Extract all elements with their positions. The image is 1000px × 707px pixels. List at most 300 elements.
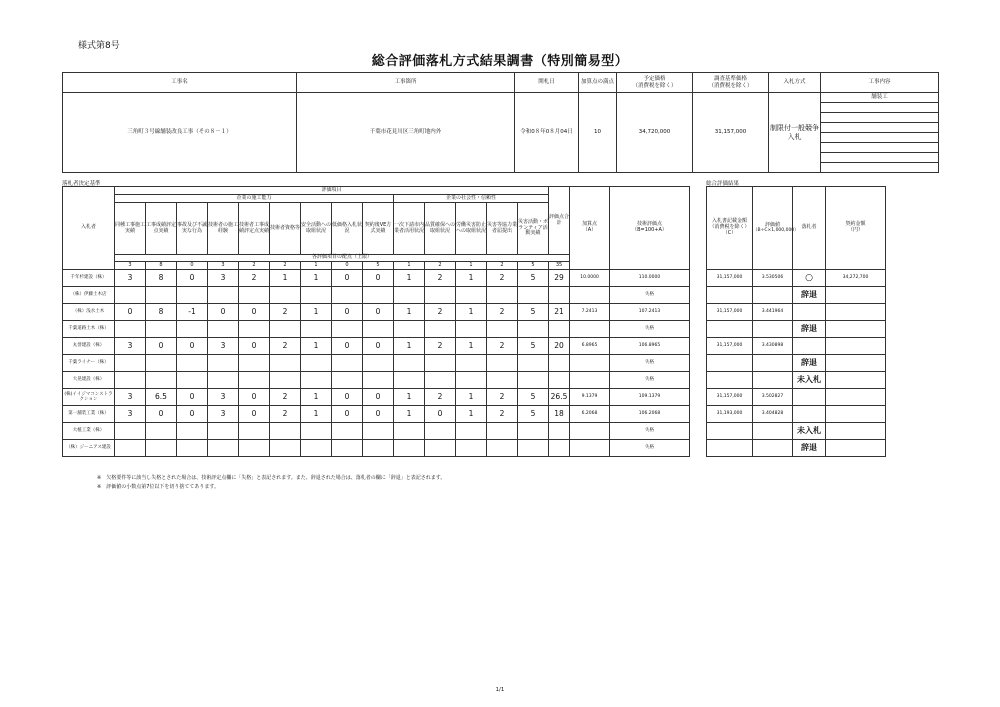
eval-value <box>753 423 793 440</box>
added-points-label: 加算点 <box>582 221 598 228</box>
score-cell <box>518 440 549 457</box>
score-cell <box>239 440 270 457</box>
bidder-name: 千葉ライナー（株） <box>63 355 115 372</box>
work-category <box>821 123 939 133</box>
score-cell <box>425 372 456 389</box>
eval-item-header: 技術者工事成績評定点実績 <box>239 203 270 255</box>
score-cell <box>363 321 394 338</box>
bid-amount-header <box>707 187 753 270</box>
contract-amount <box>826 389 886 406</box>
summary-row <box>707 389 886 406</box>
eval-value <box>753 321 793 338</box>
note-line: ※ 評価値の小数点第7位以下を切り捨ててあります。 <box>97 483 219 490</box>
table-row <box>63 406 690 423</box>
score-cell <box>146 287 177 304</box>
score-cell: 6.5 <box>146 389 177 406</box>
score-cell: 1 <box>301 270 332 287</box>
score-cell: 1 <box>456 304 487 321</box>
base-price: 31,157,000 <box>693 93 769 173</box>
eval-item-header: 工事成績評定点実績 <box>146 203 177 255</box>
table-row <box>63 440 690 457</box>
score-cell <box>332 372 363 389</box>
score-cell: 2 <box>239 270 270 287</box>
max-score: 8 <box>146 262 177 270</box>
score-cell <box>456 423 487 440</box>
work-category <box>821 153 939 163</box>
score-cell <box>363 372 394 389</box>
bid-amount <box>707 372 753 389</box>
group-social: 企業の社会性・信頼性 <box>394 195 549 203</box>
score-cell: 0 <box>363 304 394 321</box>
score-cell: 2 <box>270 406 301 423</box>
score-cell: 1 <box>301 304 332 321</box>
score-cell: 3 <box>208 338 239 355</box>
score-cell: 0 <box>363 406 394 423</box>
table-row <box>63 423 690 440</box>
score-cell: 1 <box>394 338 425 355</box>
score-cell <box>332 440 363 457</box>
bid-amount <box>707 440 753 457</box>
score-cell: 0 <box>363 270 394 287</box>
header-project-name: 工事名 <box>63 73 297 93</box>
table-row <box>63 338 690 355</box>
score-cell: 0 <box>332 304 363 321</box>
bidder-name: 丸誉建設（株） <box>63 338 115 355</box>
score-cell <box>208 287 239 304</box>
bid-amount-note: （消費税を除く） <box>709 224 750 231</box>
eval-item-header: 災害等協力業者届提出 <box>487 203 518 255</box>
score-cell: 0 <box>363 338 394 355</box>
bidder-name: （株）ジーニアス建設 <box>63 440 115 457</box>
score-cell <box>177 440 208 457</box>
header-standard-score: 加算点の満点 <box>579 73 617 93</box>
score-cell: 3 <box>115 406 146 423</box>
total-score: 20 <box>549 338 570 355</box>
page-number: 1/1 <box>495 687 505 693</box>
score-cell: 0 <box>332 338 363 355</box>
notes <box>97 474 445 491</box>
score-cell <box>394 440 425 457</box>
eval-item-header: 一次下請市内業者活用状況 <box>394 203 425 255</box>
eval-value-note: （B÷C×1,000,000） <box>753 228 799 234</box>
table-row <box>63 287 690 304</box>
score-cell <box>425 440 456 457</box>
contract-amount <box>826 338 886 355</box>
score-cell: 3 <box>115 338 146 355</box>
score-cell <box>301 372 332 389</box>
score-cell <box>456 287 487 304</box>
winner-header: 落札者 <box>793 187 826 270</box>
score-cell: 2 <box>270 389 301 406</box>
score-cell: 0 <box>332 406 363 423</box>
score-cell <box>456 321 487 338</box>
winner-cell <box>793 338 826 355</box>
score-cell <box>394 423 425 440</box>
items-header: 評価項目 <box>115 187 549 195</box>
eval-value: 3.404828 <box>753 406 793 423</box>
max-score: 0 <box>177 262 208 270</box>
score-cell <box>177 355 208 372</box>
score-cell <box>146 440 177 457</box>
total-score <box>549 423 570 440</box>
bid-amount <box>707 321 753 338</box>
tech-score: 失格 <box>610 423 690 440</box>
bid-amount <box>707 287 753 304</box>
score-cell <box>270 287 301 304</box>
contract-amount <box>826 423 886 440</box>
total-score <box>549 372 570 389</box>
contract-header <box>826 187 886 270</box>
score-cell: 2 <box>487 389 518 406</box>
score-cell <box>115 287 146 304</box>
score-cell: 5 <box>518 270 549 287</box>
added-points: 6.2068 <box>570 406 610 423</box>
score-cell: 2 <box>425 389 456 406</box>
score-cell <box>115 423 146 440</box>
score-cell <box>394 287 425 304</box>
score-cell <box>363 423 394 440</box>
tech-score: 失格 <box>610 355 690 372</box>
score-cell <box>425 287 456 304</box>
score-cell <box>301 321 332 338</box>
max-score: 0 <box>332 262 363 270</box>
added-points <box>570 423 610 440</box>
contract-amount <box>826 355 886 372</box>
note-line: ※ 欠格要件等に該当し失格とされた場合は、技術評定点欄に「失格」と表記されます。また、辞退された場合は、落札者の欄に「辞退」と表記されます。 <box>97 475 446 481</box>
score-cell: 0 <box>425 406 456 423</box>
score-cell <box>425 355 456 372</box>
eval-value: 3.502827 <box>753 389 793 406</box>
total-header: 評価点合計 <box>549 187 570 255</box>
bid-amount <box>707 355 753 372</box>
score-cell <box>425 423 456 440</box>
eval-value <box>753 287 793 304</box>
eval-value-label: 評価値 <box>764 221 780 228</box>
score-cell: 5 <box>518 389 549 406</box>
score-cell: 3 <box>208 389 239 406</box>
winner-cell: 辞退 <box>793 355 826 372</box>
score-cell: 1 <box>394 304 425 321</box>
winner-cell: ○ <box>793 270 826 287</box>
max-score: 5 <box>518 262 549 270</box>
header-planned-price: 予定価格 （消費税を除く） <box>617 73 693 93</box>
score-cell <box>239 372 270 389</box>
score-cell <box>115 440 146 457</box>
tech-score-label: 技術評価点 <box>637 221 663 228</box>
score-cell: 1 <box>456 270 487 287</box>
score-cell <box>177 321 208 338</box>
score-cell: 1 <box>456 338 487 355</box>
score-cell: 2 <box>425 270 456 287</box>
summary-section-label: 総合評価結果 <box>706 181 740 187</box>
score-cell: 0 <box>208 304 239 321</box>
score-cell: 0 <box>177 406 208 423</box>
score-cell: 2 <box>487 304 518 321</box>
summary-row <box>707 423 886 440</box>
added-points-header <box>570 187 610 270</box>
bidder-name: (株)イイジマコンストラクション <box>63 389 115 406</box>
score-cell <box>208 355 239 372</box>
bid-amount: 31,157,000 <box>707 304 753 321</box>
max-score: 2 <box>239 262 270 270</box>
eval-item-header: 同種工事施工実績 <box>115 203 146 255</box>
table-row <box>63 304 690 321</box>
summary-table <box>706 186 886 457</box>
score-cell: 1 <box>394 406 425 423</box>
table-row <box>63 389 690 406</box>
eval-section-label: 落札者決定基準 <box>62 181 101 187</box>
total-score <box>549 355 570 372</box>
total-score: 29 <box>549 270 570 287</box>
score-cell <box>456 355 487 372</box>
score-cell: 5 <box>518 304 549 321</box>
header-work-content: 工事内容 <box>821 73 939 93</box>
bid-amount: 31,193,000 <box>707 406 753 423</box>
score-cell <box>239 355 270 372</box>
score-cell: 0 <box>239 389 270 406</box>
score-cell <box>518 372 549 389</box>
summary-row <box>707 355 886 372</box>
score-cell: 2 <box>425 338 456 355</box>
score-cell: 1 <box>456 389 487 406</box>
work-category <box>821 163 939 173</box>
score-cell: 0 <box>239 304 270 321</box>
score-cell: 1 <box>394 389 425 406</box>
score-cell: 1 <box>301 406 332 423</box>
score-cell: 2 <box>487 338 518 355</box>
bidder-name: 千年杉建設（株） <box>63 270 115 287</box>
bidder-name: 千葉道路土木（株） <box>63 321 115 338</box>
score-cell <box>363 440 394 457</box>
winner-cell <box>793 389 826 406</box>
bidder-name: （株）浅水土木 <box>63 304 115 321</box>
work-category <box>821 113 939 123</box>
score-cell <box>394 355 425 372</box>
score-cell <box>332 423 363 440</box>
added-points <box>570 372 610 389</box>
score-cell <box>394 321 425 338</box>
score-cell <box>270 440 301 457</box>
eval-item-header: 技術者の施工経験 <box>208 203 239 255</box>
total-score: 21 <box>549 304 570 321</box>
score-cell <box>115 355 146 372</box>
score-cell: 2 <box>270 304 301 321</box>
max-score: 1 <box>456 262 487 270</box>
score-cell <box>208 372 239 389</box>
added-points: 6.8965 <box>570 338 610 355</box>
tech-score: 109.1379 <box>610 389 690 406</box>
winner-cell: 辞退 <box>793 321 826 338</box>
score-cell <box>270 423 301 440</box>
work-category <box>821 133 939 143</box>
contract-amount <box>826 440 886 457</box>
max-score: 5 <box>363 262 394 270</box>
score-cell: 0 <box>177 389 208 406</box>
summary-row <box>707 406 886 423</box>
score-cell: 8 <box>146 304 177 321</box>
score-cell: 0 <box>146 338 177 355</box>
score-cell: 1 <box>301 389 332 406</box>
score-cell <box>518 355 549 372</box>
max-score-label: 各評価項目の配点（上限） <box>115 255 570 262</box>
winner-cell <box>793 304 826 321</box>
eval-value <box>753 372 793 389</box>
tech-score-header <box>610 187 690 270</box>
project-location: 千葉市花見川区三角町地内外 <box>297 93 515 173</box>
winner-cell <box>793 406 826 423</box>
tech-score: 失格 <box>610 372 690 389</box>
max-total: 35 <box>549 262 570 270</box>
eval-value: 3.441964 <box>753 304 793 321</box>
contract-label: 契約金額 <box>845 221 866 228</box>
score-cell <box>301 423 332 440</box>
score-cell: 0 <box>363 389 394 406</box>
score-cell: 3 <box>115 389 146 406</box>
contract-note: （円） <box>847 227 863 233</box>
added-points: 9.1379 <box>570 389 610 406</box>
bid-amount-label: 入札書記載金額 <box>711 218 747 225</box>
added-points <box>570 287 610 304</box>
score-cell: 1 <box>301 338 332 355</box>
evaluation-table <box>62 186 690 457</box>
winner-cell: 辞退 <box>793 440 826 457</box>
header-opening-date: 開札日 <box>515 73 579 93</box>
page-title: 総合評価落札方式結果調書（特別簡易型） <box>371 54 629 69</box>
score-cell: 1 <box>456 406 487 423</box>
table-row <box>63 321 690 338</box>
max-score: 2 <box>425 262 456 270</box>
score-cell: 8 <box>146 270 177 287</box>
eval-value <box>753 440 793 457</box>
score-cell <box>177 372 208 389</box>
summary-row <box>707 304 886 321</box>
score-cell <box>146 372 177 389</box>
bid-amount: 31,157,000 <box>707 270 753 287</box>
score-cell <box>115 372 146 389</box>
group-construction: 企業の施工能力 <box>115 195 394 203</box>
max-score: 1 <box>301 262 332 270</box>
header-location: 工事箇所 <box>297 73 515 93</box>
max-score: 2 <box>487 262 518 270</box>
score-cell <box>239 423 270 440</box>
max-score: 3 <box>208 262 239 270</box>
contract-amount: 34,272,700 <box>826 270 886 287</box>
tech-score: 失格 <box>610 287 690 304</box>
score-cell: 3 <box>208 406 239 423</box>
score-cell <box>518 423 549 440</box>
score-cell: 0 <box>332 389 363 406</box>
tech-score: 110.0000 <box>610 270 690 287</box>
score-cell <box>394 372 425 389</box>
score-cell <box>332 355 363 372</box>
score-cell: -1 <box>177 304 208 321</box>
score-cell <box>487 423 518 440</box>
score-cell <box>363 355 394 372</box>
eval-value <box>753 355 793 372</box>
score-cell: 1 <box>394 270 425 287</box>
total-score: 26.5 <box>549 389 570 406</box>
score-cell: 0 <box>177 338 208 355</box>
work-category: 舗装工 <box>821 93 939 103</box>
score-cell: 0 <box>239 338 270 355</box>
score-cell <box>301 287 332 304</box>
header-base-price: 調査基準価格 （消費税を除く） <box>693 73 769 93</box>
score-cell <box>177 287 208 304</box>
tech-score: 失格 <box>610 440 690 457</box>
score-cell <box>270 372 301 389</box>
score-cell: 1 <box>270 270 301 287</box>
eval-item-header: 災害活動・ボランティア活動実績 <box>518 203 549 255</box>
eval-item-header: 労働災害防止への取組状況 <box>456 203 487 255</box>
opening-date: 令和0８年0８月04日 <box>515 93 579 173</box>
score-cell <box>456 372 487 389</box>
eval-item-header: 契約後VE方式実績 <box>363 203 394 255</box>
project-table <box>62 72 939 173</box>
bidder-header: 入札者 <box>63 187 115 270</box>
score-cell <box>487 355 518 372</box>
score-cell: 2 <box>270 338 301 355</box>
total-score <box>549 440 570 457</box>
score-cell <box>487 372 518 389</box>
score-cell: 2 <box>425 304 456 321</box>
score-cell <box>270 321 301 338</box>
score-cell <box>518 321 549 338</box>
bid-amount <box>707 423 753 440</box>
winner-cell: 未入札 <box>793 372 826 389</box>
eval-item-header: 品質確保への取組状況 <box>425 203 456 255</box>
contract-amount <box>826 304 886 321</box>
bid-amount-note2: （C） <box>722 229 737 236</box>
score-cell <box>239 287 270 304</box>
tech-score: 失格 <box>610 321 690 338</box>
table-row <box>63 355 690 372</box>
score-cell <box>146 321 177 338</box>
score-cell <box>363 287 394 304</box>
table-row <box>63 372 690 389</box>
eval-item-header: 事故及び不誠実な行為 <box>177 203 208 255</box>
score-cell <box>301 355 332 372</box>
score-cell <box>177 423 208 440</box>
score-cell <box>239 321 270 338</box>
max-score: 2 <box>270 262 301 270</box>
score-cell <box>146 423 177 440</box>
contract-amount <box>826 406 886 423</box>
score-cell <box>487 287 518 304</box>
score-cell: 5 <box>518 338 549 355</box>
score-cell <box>146 355 177 372</box>
work-category <box>821 143 939 153</box>
added-points <box>570 440 610 457</box>
bidder-name: 第一舗装工業（株） <box>63 406 115 423</box>
score-cell <box>301 440 332 457</box>
tech-score: 106.8965 <box>610 338 690 355</box>
score-cell: 2 <box>487 270 518 287</box>
score-cell <box>332 321 363 338</box>
contract-amount <box>826 372 886 389</box>
eval-item-header: 技術者資格等 <box>270 203 301 255</box>
summary-row <box>707 287 886 304</box>
score-cell: 0 <box>146 406 177 423</box>
added-points-note: （A） <box>582 227 597 233</box>
bidder-name: 大植工業（株） <box>63 423 115 440</box>
bidder-name: （株）伊藤土木店 <box>63 287 115 304</box>
summary-row <box>707 321 886 338</box>
score-cell: 0 <box>332 270 363 287</box>
bid-method: 制限付一般競争入札 <box>769 93 821 173</box>
score-cell <box>115 321 146 338</box>
added-points <box>570 321 610 338</box>
score-cell: 3 <box>208 270 239 287</box>
